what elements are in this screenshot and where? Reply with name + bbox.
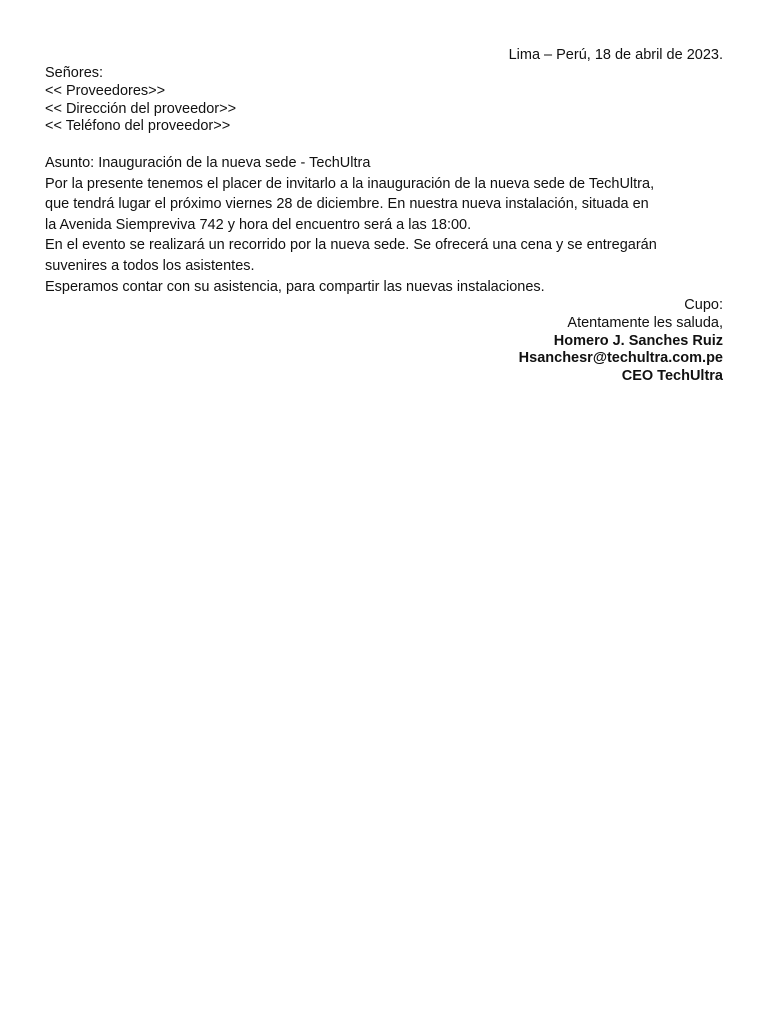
body-line: Esperamos contar con su asistencia, para compartir las nuevas instalaciones. [45, 278, 545, 295]
body-line: la Avenida Siempreviva 742 y hora del encuentro será a las 18:00. [45, 216, 472, 233]
recipient-block [45, 65, 723, 136]
body-line: suvenires a todos los asistentes. [45, 257, 255, 274]
signer-email: Hsanchesr@techultra.com.pe [518, 350, 723, 367]
body-line: que tendrá lugar el próximo viernes 28 de diciembre. En nuestra nueva instalación, situada en [45, 196, 649, 213]
letter-subject: Asunto: Inauguración de la nueva sede - TechUltra [45, 155, 371, 171]
closing-text: Atentamente les saluda, [567, 314, 723, 331]
recipient-phone: << Teléfono del proveedor>> [45, 118, 231, 135]
letter-date: Lima – Perú, 18 de abril de 2023. [508, 47, 723, 63]
quota-label: Cupo: [684, 297, 723, 313]
letter-date-block [45, 47, 723, 65]
body-line: En el evento se realizará un recorrido por la nueva sede. Se ofrecerá una cena y se entregarán [45, 237, 657, 254]
recipient-supplier: << Proveedores>> [45, 82, 166, 99]
recipient-address: << Dirección del proveedor>> [45, 100, 237, 117]
recipient-salutation: Señores: [45, 65, 104, 81]
signer-title: CEO TechUltra [621, 368, 723, 385]
closing-block [45, 297, 723, 386]
signer-name: Homero J. Sanches Ruiz [553, 332, 723, 349]
letter-body [45, 153, 723, 297]
body-line: Por la presente tenemos el placer de invitarlo a la inauguración de la nueva sede de TechUltra, [45, 175, 655, 192]
